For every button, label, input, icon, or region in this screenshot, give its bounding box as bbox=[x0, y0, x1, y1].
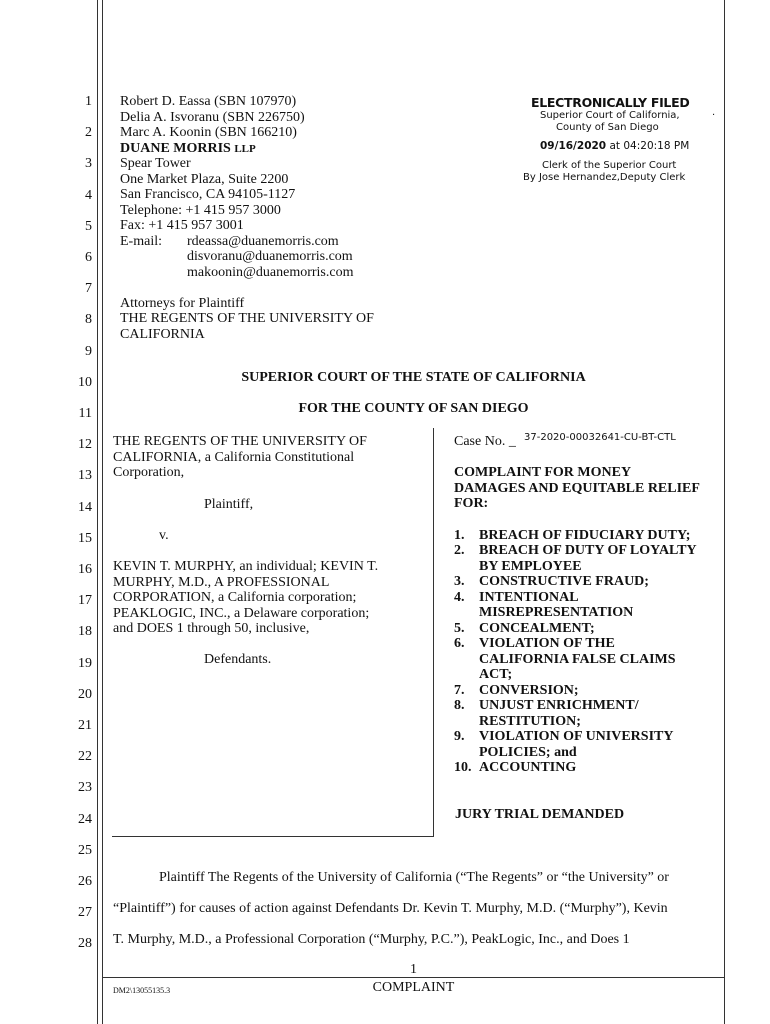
jury-demand: JURY TRIAL DEMANDED bbox=[455, 807, 625, 822]
line-number: 20 bbox=[78, 686, 92, 702]
attorney-line: Delia A. Isvoranu (SBN 226750) bbox=[120, 109, 305, 125]
defendant-line: MURPHY, M.D., A PROFESSIONAL bbox=[113, 574, 330, 590]
line-number: 8 bbox=[85, 312, 92, 328]
body-line: “Plaintiff”) for causes of action against Defendants Dr. Kevin T. Murphy, M.D. (“Murphy”), Kevin bbox=[113, 901, 668, 916]
stamp-clerk: Clerk of the Superior Court bbox=[542, 160, 677, 171]
claim-text: INTENTIONAL bbox=[479, 589, 579, 605]
line-number: 24 bbox=[78, 811, 92, 827]
line-number: 27 bbox=[78, 905, 92, 921]
line-number: 12 bbox=[78, 437, 92, 453]
line-number: 25 bbox=[78, 842, 92, 858]
claim-text: MISREPRESENTATION bbox=[479, 605, 634, 620]
footer-rule bbox=[103, 977, 725, 978]
body-line: Plaintiff The Regents of the University of California (“The Regents” or “the University” or bbox=[159, 870, 669, 885]
claim-text: BY EMPLOYEE bbox=[479, 558, 582, 574]
claim-number: 6. bbox=[454, 636, 465, 651]
firm-suffix: LLP bbox=[234, 142, 256, 155]
claim-text: BREACH OF DUTY OF LOYALTY bbox=[479, 543, 697, 558]
claim-text: UNJUST ENRICHMENT/ bbox=[479, 698, 639, 713]
email-label: E-mail: bbox=[120, 233, 162, 249]
stamp-deputy: By Jose Hernandez,Deputy Clerk bbox=[523, 172, 686, 183]
stamp-at: at bbox=[609, 140, 621, 152]
claim-text: ACT; bbox=[479, 667, 513, 682]
line-number: 15 bbox=[78, 530, 92, 546]
line-number: 5 bbox=[85, 218, 92, 234]
claim-text: RESTITUTION; bbox=[479, 713, 581, 729]
caption-bottom-rule bbox=[112, 836, 434, 837]
line-number: 6 bbox=[85, 250, 92, 265]
line-number: 2 bbox=[85, 125, 92, 141]
case-number-row: Case No. _ bbox=[454, 434, 516, 449]
case-number: 37-2020-00032641-CU-BT-CTL bbox=[524, 432, 676, 443]
claim-number: 1. bbox=[454, 527, 465, 543]
claim-text: POLICIES; and bbox=[479, 744, 577, 760]
defendant-line: and DOES 1 through 50, inclusive, bbox=[113, 621, 310, 636]
plaintiff-line: THE REGENTS OF THE UNIVERSITY OF bbox=[113, 434, 367, 449]
line-number: 1 bbox=[85, 94, 92, 109]
client-name: THE REGENTS OF THE UNIVERSITY OF bbox=[120, 311, 374, 326]
attorneys-for: Attorneys for Plaintiff bbox=[120, 295, 245, 311]
line-number: 9 bbox=[85, 343, 92, 359]
footer-title: COMPLAINT bbox=[372, 980, 455, 995]
attorney-line: Robert D. Eassa (SBN 107970) bbox=[120, 94, 297, 109]
claim-number: 9. bbox=[454, 729, 465, 744]
attorney-line: Marc A. Koonin (SBN 166210) bbox=[120, 125, 297, 140]
line-number: 3 bbox=[85, 156, 92, 172]
claim-number: 3. bbox=[454, 574, 465, 589]
email-address: makoonin@duanemorris.com bbox=[187, 264, 354, 280]
line-number: 10 bbox=[78, 374, 92, 390]
page-number: 1 bbox=[410, 962, 417, 977]
line-number: 19 bbox=[78, 655, 92, 671]
left-margin-rule bbox=[97, 0, 98, 1024]
stamp-title: ELECTRONICALLY FILED bbox=[531, 95, 690, 110]
stamp-county: County of San Diego bbox=[556, 122, 659, 133]
claim-text: VIOLATION OF THE bbox=[479, 636, 615, 651]
claim-number: 4. bbox=[454, 589, 465, 605]
claim-number: 2. bbox=[454, 543, 465, 558]
address-line: San Francisco, CA 94105-1127 bbox=[120, 187, 296, 202]
complaint-title: FOR: bbox=[454, 496, 489, 511]
complaint-title: COMPLAINT FOR MONEY bbox=[454, 465, 632, 480]
claim-text: BREACH OF FIDUCIARY DUTY; bbox=[479, 527, 691, 543]
firm-name-text: DUANE MORRIS bbox=[120, 140, 231, 156]
defendant-line: KEVIN T. MURPHY, an individual; KEVIN T. bbox=[113, 559, 379, 574]
left-margin-rule-inner bbox=[102, 0, 103, 1024]
claim-text: ACCOUNTING bbox=[479, 760, 577, 775]
email-address: disvoranu@duanemorris.com bbox=[187, 249, 353, 264]
stamp-court: Superior Court of California, bbox=[540, 110, 680, 121]
defendant-line: CORPORATION, a California corporation; bbox=[113, 590, 357, 605]
client-name: CALIFORNIA bbox=[120, 326, 205, 342]
court-county: FOR THE COUNTY OF SAN DIEGO bbox=[298, 401, 529, 416]
claim-text: CALIFORNIA FALSE CLAIMS bbox=[479, 651, 676, 667]
address-line: Spear Tower bbox=[120, 156, 191, 171]
complaint-title: DAMAGES AND EQUITABLE RELIEF bbox=[454, 480, 700, 496]
document-id: DM2\13055135.3 bbox=[113, 986, 171, 995]
telephone: Telephone: +1 415 957 3000 bbox=[120, 202, 281, 218]
claim-number: 7. bbox=[454, 682, 465, 698]
body-line: T. Murphy, M.D., a Professional Corporation (“Murphy, P.C.”), PeakLogic, Inc., and Does 1 bbox=[113, 932, 630, 947]
line-number: 18 bbox=[78, 624, 92, 640]
line-number: 21 bbox=[78, 718, 92, 733]
right-margin-rule bbox=[724, 0, 725, 1024]
line-number: 4 bbox=[85, 187, 92, 203]
plaintiff-line: Corporation, bbox=[113, 465, 185, 480]
claim-text: CONCEALMENT; bbox=[479, 620, 595, 636]
claim-number: 5. bbox=[454, 620, 465, 636]
claim-number: 8. bbox=[454, 698, 465, 713]
claim-text: CONVERSION; bbox=[479, 682, 579, 698]
claim-number: 10. bbox=[454, 760, 472, 775]
line-number: 13 bbox=[78, 468, 92, 484]
address-line: One Market Plaza, Suite 2200 bbox=[120, 171, 289, 187]
stamp-date: 09/16/2020 bbox=[540, 140, 607, 152]
versus: v. bbox=[159, 528, 169, 543]
stamp-mark: · bbox=[712, 110, 716, 121]
claim-text: VIOLATION OF UNIVERSITY bbox=[479, 729, 674, 744]
line-number: 7 bbox=[85, 281, 92, 297]
stamp-time: 04:20:18 PM bbox=[623, 140, 690, 152]
court-title: SUPERIOR COURT OF THE STATE OF CALIFORNIA bbox=[241, 370, 586, 385]
stamp-datetime bbox=[540, 140, 689, 152]
line-number: 26 bbox=[78, 874, 92, 889]
plaintiff-label: Plaintiff, bbox=[204, 496, 254, 512]
defendant-line: PEAKLOGIC, INC., a Delaware corporation; bbox=[113, 605, 370, 621]
line-number: 23 bbox=[78, 780, 92, 796]
line-number: 11 bbox=[78, 406, 92, 421]
line-number: 22 bbox=[78, 749, 92, 765]
claim-text: CONSTRUCTIVE FRAUD; bbox=[479, 574, 649, 589]
fax: Fax: +1 415 957 3001 bbox=[120, 218, 244, 233]
line-number: 14 bbox=[78, 499, 92, 515]
firm-name bbox=[120, 141, 256, 158]
line-number: 28 bbox=[78, 936, 92, 952]
caption-divider bbox=[433, 428, 434, 836]
defendants-label: Defendants. bbox=[204, 652, 272, 667]
email-address: rdeassa@duanemorris.com bbox=[187, 233, 339, 249]
case-number-label: Case No. bbox=[454, 434, 506, 449]
line-number: 16 bbox=[78, 562, 92, 577]
line-number: 17 bbox=[78, 593, 92, 609]
plaintiff-line: CALIFORNIA, a California Constitutional bbox=[113, 449, 355, 465]
